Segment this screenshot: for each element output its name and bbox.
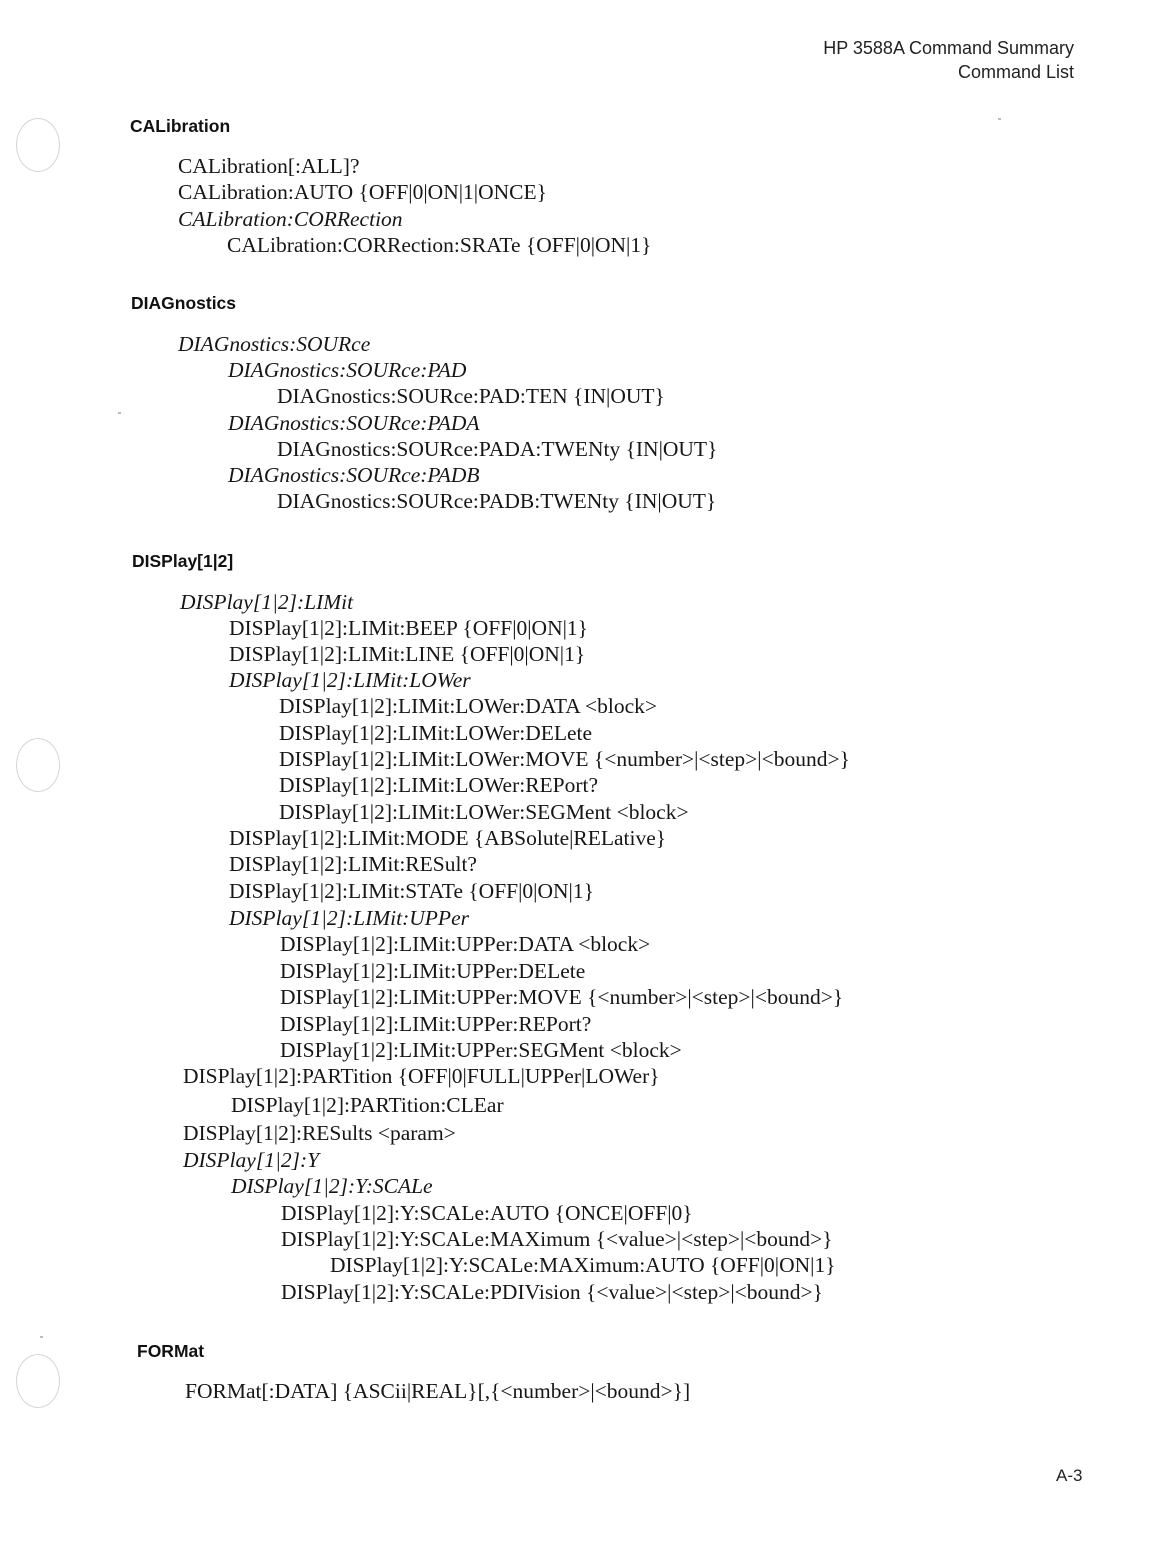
command-line: DISPlay[1|2]:LIMit:UPPer:SEGMent <block>: [280, 1038, 682, 1062]
page-header: [823, 36, 1074, 84]
scan-speck: [998, 118, 1001, 120]
scan-speck: [40, 1336, 43, 1338]
section-title-format: FORMat: [137, 1341, 205, 1361]
command-line: DISPlay[1|2]:LIMit:LOWer:SEGMent <block>: [279, 800, 689, 824]
command-line: DISPlay[1|2]:RESults <param>: [183, 1121, 456, 1145]
command-line: DISPlay[1|2]:Y:SCALe:AUTO {ONCE|OFF|0}: [281, 1201, 693, 1225]
command-line: DISPlay[1|2]:Y:SCALe:PDIVision {<value>|<step>|<bound>}: [281, 1280, 823, 1304]
command-group: DIAGnostics:SOURce: [178, 332, 371, 356]
command-line: DISPlay[1|2]:PARTition:CLEar: [231, 1093, 504, 1117]
command-line: DISPlay[1|2]:LIMit:UPPer:MOVE {<number>|<step>|<bound>}: [280, 985, 844, 1009]
command-group: DISPlay[1|2]:Y:SCALe: [231, 1174, 433, 1198]
command-line: DIAGnostics:SOURce:PADA:TWENty {IN|OUT}: [277, 437, 718, 461]
command-line: DISPlay[1|2]:LIMit:LOWer:DATA <block>: [279, 694, 658, 718]
command-line: DISPlay[1|2]:LIMit:UPPer:REPort?: [280, 1012, 592, 1036]
command-line: CALibration[:ALL]?: [178, 154, 360, 178]
command-line: DIAGnostics:SOURce:PAD:TEN {IN|OUT}: [277, 384, 665, 408]
command-group: DISPlay[1|2]:Y: [183, 1148, 320, 1172]
command-line: DISPlay[1|2]:LIMit:LINE {OFF|0|ON|1}: [229, 642, 586, 666]
command-line: CALibration:CORRection:SRATe {OFF|0|ON|1}: [227, 233, 652, 257]
punch-hole-middle: [16, 738, 60, 792]
command-group: DIAGnostics:SOURce:PAD: [228, 358, 467, 382]
punch-hole-top: [16, 118, 60, 172]
command-line: CALibration:AUTO {OFF|0|ON|1|ONCE}: [178, 180, 547, 204]
section-title-calibration: CALibration: [130, 116, 231, 136]
command-group: DIAGnostics:SOURce:PADA: [228, 411, 480, 435]
header-title: HP 3588A Command Summary: [823, 38, 1074, 58]
command-line: DISPlay[1|2]:LIMit:LOWer:REPort?: [279, 773, 599, 797]
command-line: DISPlay[1|2]:LIMit:BEEP {OFF|0|ON|1}: [229, 616, 588, 640]
command-group: DISPlay[1|2]:LIMit: [180, 590, 354, 614]
command-line: DISPlay[1|2]:Y:SCALe:MAXimum:AUTO {OFF|0|ON|1}: [330, 1253, 836, 1277]
scan-speck: [118, 412, 121, 414]
command-line: DISPlay[1|2]:PARTition {OFF|0|FULL|UPPer|LOWer}: [183, 1064, 660, 1088]
section-title-diagnostics: DIAGnostics: [131, 293, 237, 313]
command-group: DISPlay[1|2]:LIMit:LOWer: [229, 668, 471, 692]
header-subtitle: Command List: [957, 62, 1074, 82]
command-line: DISPlay[1|2]:LIMit:STATe {OFF|0|ON|1}: [229, 879, 594, 903]
command-line: DISPlay[1|2]:LIMit:UPPer:DELete: [280, 959, 586, 983]
command-line: DISPlay[1|2]:Y:SCALe:MAXimum {<value>|<step>|<bound>}: [281, 1227, 833, 1251]
command-line: FORMat[:DATA] {ASCii|REAL}[,{<number>|<bound>}]: [185, 1379, 691, 1403]
command-group: DISPlay[1|2]:LIMit:UPPer: [229, 906, 469, 930]
section-title-display: DISPlay[1|2]: [132, 551, 234, 571]
command-group: DIAGnostics:SOURce:PADB: [228, 463, 480, 487]
page-number: A-3: [1056, 1466, 1083, 1485]
command-line: DISPlay[1|2]:LIMit:RESult?: [229, 852, 477, 876]
command-line: DISPlay[1|2]:LIMit:MODE {ABSolute|RELative}: [229, 826, 667, 850]
command-line: DISPlay[1|2]:LIMit:UPPer:DATA <block>: [280, 932, 651, 956]
command-line: DISPlay[1|2]:LIMit:LOWer:MOVE {<number>|<step>|<bound>}: [279, 747, 850, 771]
command-group: CALibration:CORRection: [178, 207, 403, 231]
punch-hole-bottom: [16, 1354, 60, 1408]
command-line: DIAGnostics:SOURce:PADB:TWENty {IN|OUT}: [277, 489, 717, 513]
command-line: DISPlay[1|2]:LIMit:LOWer:DELete: [279, 721, 593, 745]
